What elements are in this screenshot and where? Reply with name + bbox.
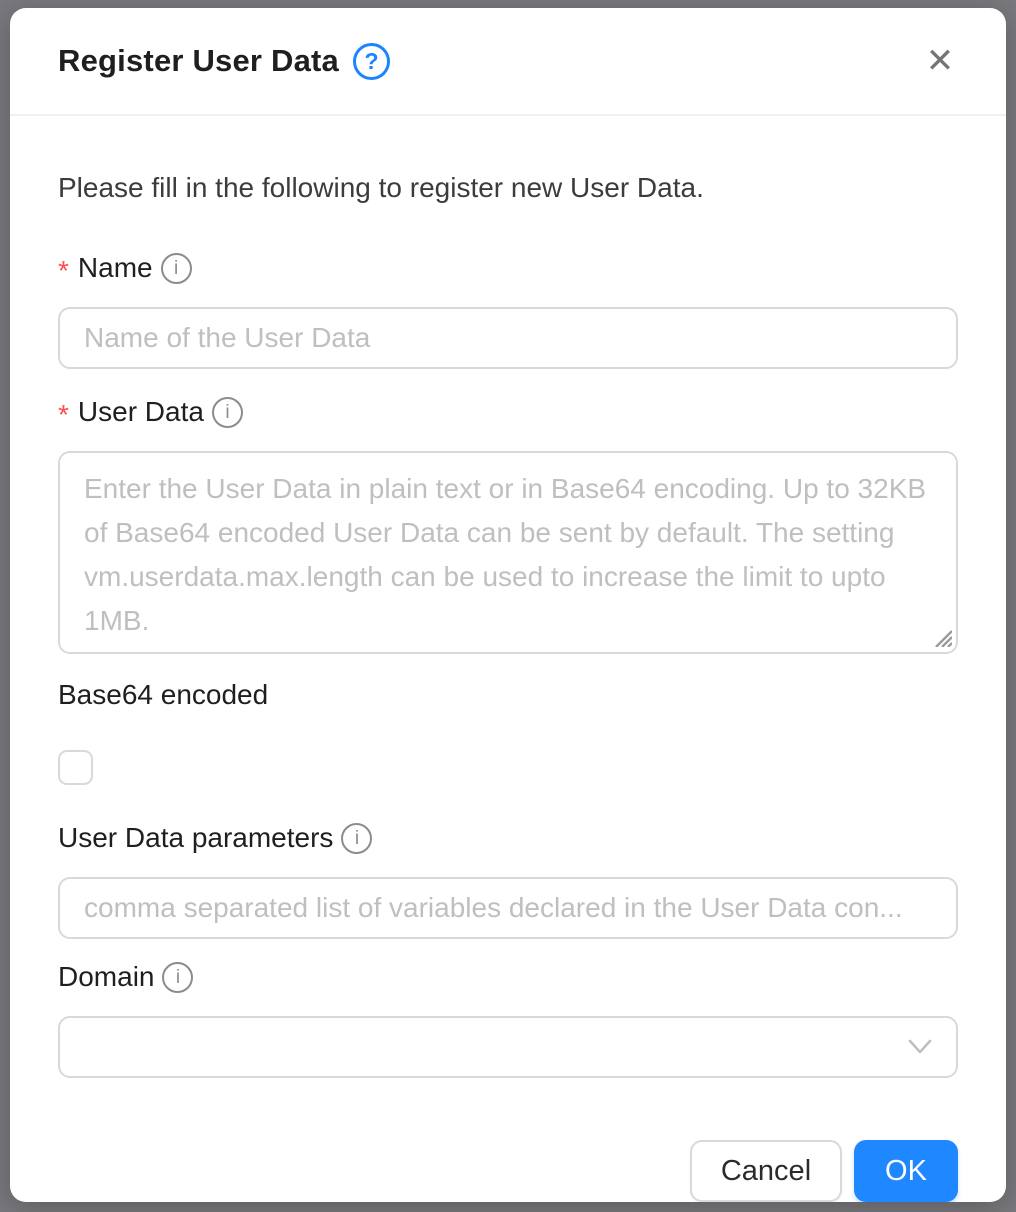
base64-label-row [58,678,958,712]
chevron-down-icon [908,1039,932,1055]
userdata-label-row [58,395,958,429]
required-asterisk: * [58,255,69,286]
register-userdata-modal [10,8,1006,1202]
close-icon[interactable]: ✕ [925,42,955,80]
domain-label: Domain [58,961,155,992]
domain-select[interactable] [58,1016,958,1078]
params-label-row [58,821,958,855]
userdata-textarea-wrap [58,451,958,654]
params-label: User Data parameters [58,822,334,853]
userdata-label: User Data [77,396,204,427]
info-icon[interactable]: i [161,253,192,284]
info-icon[interactable]: i [162,962,193,993]
modal-body [10,116,1006,1095]
modal-footer [10,1095,1006,1202]
base64-checkbox[interactable] [58,750,93,785]
info-icon[interactable]: i [341,823,372,854]
params-input[interactable] [58,877,958,939]
domain-label-row [58,960,958,994]
name-label-row [58,251,958,285]
cancel-button[interactable]: Cancel [690,1140,842,1202]
intro-text: Please fill in the following to register new User Data. [58,172,704,203]
modal-title: Register User Data [58,43,339,78]
required-asterisk: * [58,399,69,430]
base64-label: Base64 encoded [58,679,269,710]
name-label: Name [77,252,153,283]
name-input[interactable] [58,307,958,369]
ok-button[interactable]: OK [854,1140,958,1202]
modal-header [10,8,1006,116]
userdata-textarea[interactable] [58,451,958,654]
help-question-icon[interactable]: ? [353,43,390,80]
info-icon[interactable]: i [212,397,243,428]
